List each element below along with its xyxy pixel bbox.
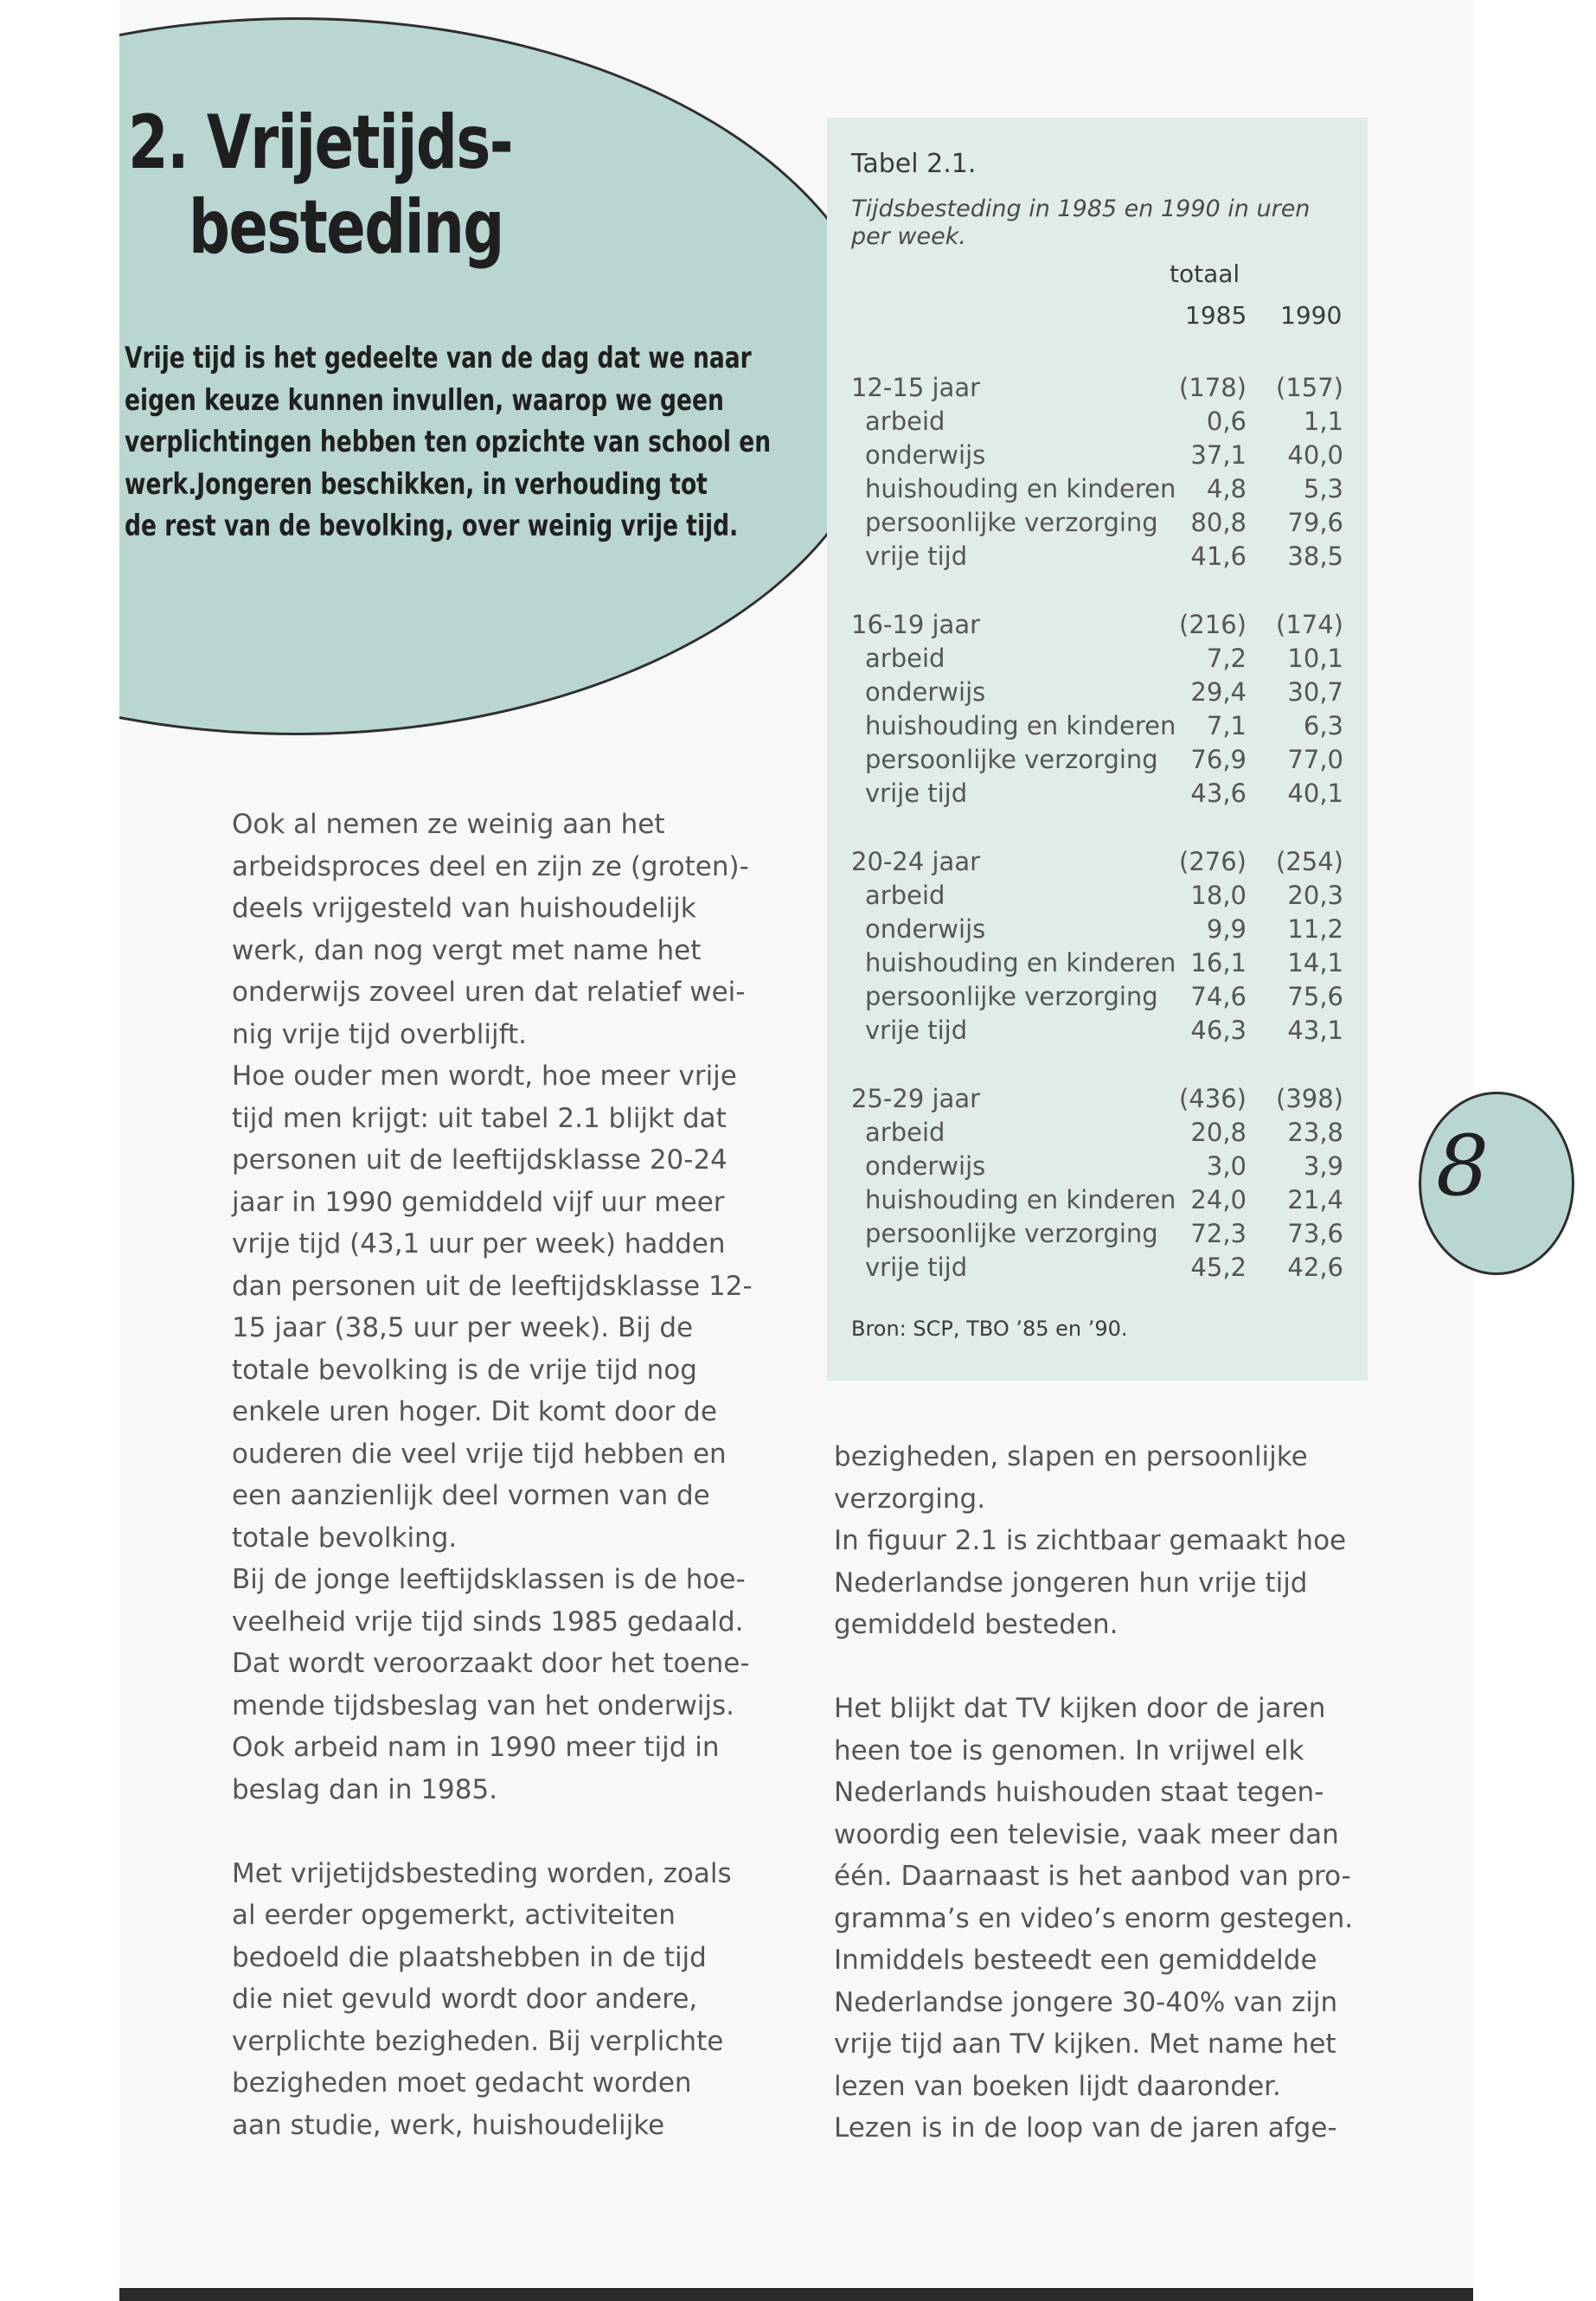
- value-1990: (254): [1276, 847, 1343, 876]
- row-label: onderwijs: [865, 914, 986, 944]
- text-line: ouderen die veel vrije tijd hebben en: [232, 1438, 727, 1470]
- text-line: aan studie, werk, huishoudelijke: [232, 2109, 665, 2141]
- value-1990: 40,0: [1287, 440, 1343, 470]
- right-column: [834, 1436, 1353, 2150]
- text-line: Met vrijetijdsbesteding worden, zoals: [232, 1857, 732, 1889]
- page-title-line-1: 2. Vrijetijds-: [128, 99, 512, 186]
- table-row: [827, 845, 1368, 879]
- value-1990: 1,1: [1303, 407, 1343, 436]
- value-1985: 29,4: [1190, 677, 1247, 707]
- value-1990: 42,6: [1287, 1253, 1343, 1282]
- value-1985: 3,0: [1206, 1151, 1247, 1181]
- text-line: Inmiddels besteedt een gemiddelde: [834, 1945, 1317, 1976]
- row-label: persoonlijke verzorging: [865, 982, 1158, 1011]
- text-line: In figuur 2.1 is zichtbaar gemaakt hoe: [834, 1525, 1347, 1556]
- value-1990: 38,5: [1287, 542, 1343, 571]
- row-label: huishouding en kinderen: [865, 474, 1176, 503]
- value-1985: 43,6: [1190, 779, 1247, 808]
- text-line: 15 jaar (38,5 uur per week). Bij de: [232, 1312, 694, 1343]
- table-row: [827, 1217, 1368, 1251]
- row-label: arbeid: [865, 407, 945, 436]
- text-line: bezigheden moet gedacht worden: [232, 2067, 692, 2099]
- row-label: arbeid: [865, 644, 945, 673]
- column-header-totaal: totaal: [1170, 260, 1240, 288]
- text-line: Dat wordt veroorzaakt door het toene-: [232, 1648, 750, 1679]
- page-title-line-2: besteding: [189, 184, 503, 271]
- row-label: onderwijs: [865, 440, 986, 470]
- value-1985: 46,3: [1190, 1016, 1247, 1045]
- table-row: [827, 642, 1368, 676]
- table-row: [827, 946, 1368, 980]
- value-1990: 5,3: [1303, 474, 1343, 503]
- text-line: een aanzienlijk deel vormen van de: [232, 1480, 710, 1511]
- text-line: lezen van boeken lijdt daaronder.: [834, 2070, 1281, 2102]
- text-line: mende tijdsbeslag van het onderwijs.: [232, 1689, 735, 1721]
- text-line: vrije tijd aan TV kijken. Met name het: [834, 2029, 1336, 2060]
- table-row: [827, 439, 1368, 472]
- page-bottom-edge: [119, 2288, 1473, 2301]
- row-label: vrije tijd: [865, 779, 968, 808]
- text-line: Bij de jonge leeftijdsklassen is de hoe-: [232, 1564, 746, 1595]
- value-1985: 18,0: [1190, 881, 1247, 910]
- intro-line: verplichtingen hebben ten opzichte van school en: [125, 425, 772, 459]
- table-row: [827, 472, 1368, 506]
- text-line: vrije tijd (43,1 uur per week) hadden: [232, 1228, 726, 1259]
- text-line: werk, dan nog vergt met name het: [232, 934, 702, 966]
- table-row: [827, 540, 1368, 574]
- text-line: die niet gevuld wordt door andere,: [232, 1984, 698, 2015]
- value-1985: (276): [1179, 847, 1247, 876]
- value-1985: (178): [1179, 373, 1247, 402]
- row-label: huishouding en kinderen: [865, 1185, 1176, 1215]
- row-label: arbeid: [865, 881, 945, 910]
- text-line: nig vrije tijd overblijft.: [232, 1018, 527, 1050]
- table-row: [827, 1183, 1368, 1217]
- text-line: bedoeld die plaatshebben in de tijd: [232, 1941, 707, 1973]
- text-line: beslag dan in 1985.: [232, 1773, 498, 1805]
- value-1990: (398): [1276, 1084, 1343, 1113]
- value-1990: (174): [1276, 610, 1343, 639]
- table-row: [827, 676, 1368, 709]
- text-line: Nederlandse jongere 30-40% van zijn: [834, 1986, 1338, 2018]
- text-line: gemiddeld besteden.: [834, 1609, 1118, 1640]
- value-1985: 16,1: [1190, 948, 1247, 977]
- text-line: gramma’s en video’s enorm gestegen.: [834, 1902, 1354, 1934]
- paragraph: [232, 1853, 753, 2147]
- text-line: Nederlandse jongeren hun vrije tijd: [834, 1567, 1308, 1599]
- table-group-20-24: [827, 845, 1368, 1048]
- column-header-1990: 1990: [1280, 301, 1343, 330]
- row-label: huishouding en kinderen: [865, 948, 1176, 977]
- text-line: tijd men krijgt: uit tabel 2.1 blijkt dat: [232, 1102, 727, 1134]
- text-line: verzorging.: [834, 1483, 986, 1515]
- value-1985: 74,6: [1190, 982, 1247, 1011]
- table-group-12-15: [827, 371, 1368, 574]
- paragraph: [834, 1436, 1353, 1646]
- value-1985: 76,9: [1190, 745, 1247, 774]
- text-line: Nederlands huishouden staat tegen-: [834, 1777, 1324, 1808]
- value-1985: (436): [1179, 1084, 1247, 1113]
- value-1990: (157): [1276, 373, 1343, 402]
- table-row: [827, 879, 1368, 913]
- value-1990: 11,2: [1287, 914, 1343, 944]
- left-column: [232, 804, 753, 2146]
- value-1990: 23,8: [1287, 1118, 1343, 1147]
- text-line: heen toe is genomen. In vrijwel elk: [834, 1734, 1304, 1766]
- text-line: dan personen uit de leeftijdsklasse 12-: [232, 1270, 753, 1302]
- text-line: Lezen is in de loop van de jaren afge-: [834, 2112, 1337, 2144]
- table-row: [827, 405, 1368, 439]
- row-label: vrije tijd: [865, 1016, 968, 1045]
- table-row: [827, 1082, 1368, 1116]
- table-group-16-19: [827, 608, 1368, 811]
- text-line: één. Daarnaast is het aanbod van pro-: [834, 1861, 1351, 1892]
- text-line: veelheid vrije tijd sinds 1985 gedaald.: [232, 1606, 744, 1638]
- group-label: 12-15 jaar: [851, 373, 981, 402]
- value-1985: 72,3: [1190, 1219, 1247, 1248]
- row-label: arbeid: [865, 1118, 945, 1147]
- group-label: 20-24 jaar: [851, 847, 981, 876]
- value-1990: 20,3: [1287, 881, 1343, 910]
- text-line: totale bevolking is de vrije tijd nog: [232, 1354, 697, 1386]
- table-row: [827, 1014, 1368, 1048]
- text-line: bezigheden, slapen en persoonlijke: [834, 1441, 1308, 1472]
- table-row: [827, 1116, 1368, 1150]
- intro-line: eigen keuze kunnen invullen, waarop we geen: [125, 382, 724, 418]
- value-1990: 21,4: [1287, 1185, 1343, 1215]
- text-line: onderwijs zoveel uren dat relatief wei-: [232, 977, 746, 1008]
- text-line: Ook al nemen ze weinig aan het: [232, 809, 665, 840]
- table-row: [827, 608, 1368, 642]
- value-1990: 77,0: [1287, 745, 1343, 774]
- value-1990: 6,3: [1303, 711, 1343, 740]
- value-1990: 10,1: [1287, 644, 1343, 673]
- row-label: persoonlijke verzorging: [865, 508, 1158, 537]
- table-row: [827, 1150, 1368, 1183]
- text-line: deels vrijgesteld van huishoudelijk: [232, 893, 696, 924]
- intro-line: werk.Jongeren beschikken, in verhouding tot: [125, 466, 708, 502]
- value-1990: 40,1: [1287, 779, 1343, 808]
- value-1985: 7,2: [1206, 644, 1247, 673]
- text-line: verplichte bezigheden. Bij verplichte: [232, 2025, 724, 2057]
- value-1985: 0,6: [1206, 407, 1247, 436]
- row-label: onderwijs: [865, 1151, 986, 1181]
- table-group-25-29: [827, 1082, 1368, 1285]
- value-1990: 30,7: [1287, 677, 1343, 707]
- table-row: [827, 1251, 1368, 1285]
- text-line: personen uit de leeftijdsklasse 20-24: [232, 1144, 727, 1176]
- table-row: [827, 506, 1368, 540]
- value-1985: 24,0: [1190, 1185, 1247, 1215]
- text-line: Ook arbeid nam in 1990 meer tijd in: [232, 1732, 720, 1763]
- value-1985: 20,8: [1190, 1118, 1247, 1147]
- table-row: [827, 743, 1368, 777]
- value-1990: 3,9: [1303, 1151, 1343, 1181]
- paragraph: [232, 804, 753, 1811]
- page: [119, 0, 1473, 2301]
- group-label: 25-29 jaar: [851, 1084, 981, 1113]
- table-row: [827, 777, 1368, 811]
- table-row: [827, 913, 1368, 946]
- text-line: Het blijkt dat TV kijken door de jaren: [834, 1693, 1326, 1724]
- table-row: [827, 371, 1368, 405]
- chapter-number: 8: [1436, 1118, 1490, 1215]
- text-line: Hoe ouder men wordt, hoe meer vrije: [232, 1061, 737, 1092]
- text-line: jaar in 1990 gemiddeld vijf uur meer: [232, 1186, 725, 1218]
- text-line: al eerder opgemerkt, activiteiten: [232, 1900, 676, 1931]
- value-1985: 7,1: [1206, 711, 1247, 740]
- row-label: persoonlijke verzorging: [865, 745, 1158, 774]
- paragraph: [834, 1688, 1353, 2150]
- table-caption: Tijdsbesteding in 1985 en 1990 in uren per week.: [851, 195, 1311, 250]
- row-label: onderwijs: [865, 677, 986, 707]
- value-1990: 43,1: [1287, 1016, 1343, 1045]
- group-label: 16-19 jaar: [851, 610, 981, 639]
- table-title: Tabel 2.1.: [851, 149, 977, 179]
- table-source: Bron: SCP, TBO ’85 en ’90.: [851, 1317, 1128, 1341]
- row-label: persoonlijke verzorging: [865, 1219, 1158, 1248]
- value-1985: 37,1: [1190, 440, 1247, 470]
- intro-line: Vrije tijd is het gedeelte van de dag dat we naar: [125, 341, 752, 375]
- text-line: enkele uren hoger. Dit komt door de: [232, 1396, 717, 1427]
- intro-text: [125, 337, 772, 548]
- intro-line: de rest van de bevolking, over weinig vrije tijd.: [125, 509, 739, 543]
- row-label: vrije tijd: [865, 542, 968, 571]
- text-line: woordig een televisie, vaak meer dan: [834, 1818, 1339, 1850]
- row-label: vrije tijd: [865, 1253, 968, 1282]
- table-row: [827, 709, 1368, 743]
- table-2-1: [827, 118, 1368, 1381]
- value-1990: 73,6: [1287, 1219, 1343, 1248]
- table-row: [827, 980, 1368, 1014]
- value-1985: (216): [1179, 610, 1247, 639]
- text-line: totale bevolking.: [232, 1522, 458, 1554]
- value-1990: 79,6: [1287, 508, 1343, 537]
- value-1990: 75,6: [1287, 982, 1343, 1011]
- value-1985: 45,2: [1190, 1253, 1247, 1282]
- text-line: arbeidsproces deel en zijn ze (groten)-: [232, 850, 749, 882]
- row-label: huishouding en kinderen: [865, 711, 1176, 740]
- value-1985: 9,9: [1206, 914, 1247, 944]
- value-1985: 4,8: [1206, 474, 1247, 503]
- value-1990: 14,1: [1287, 948, 1343, 977]
- value-1985: 41,6: [1190, 542, 1247, 571]
- column-header-1985: 1985: [1185, 301, 1247, 330]
- value-1985: 80,8: [1190, 508, 1247, 537]
